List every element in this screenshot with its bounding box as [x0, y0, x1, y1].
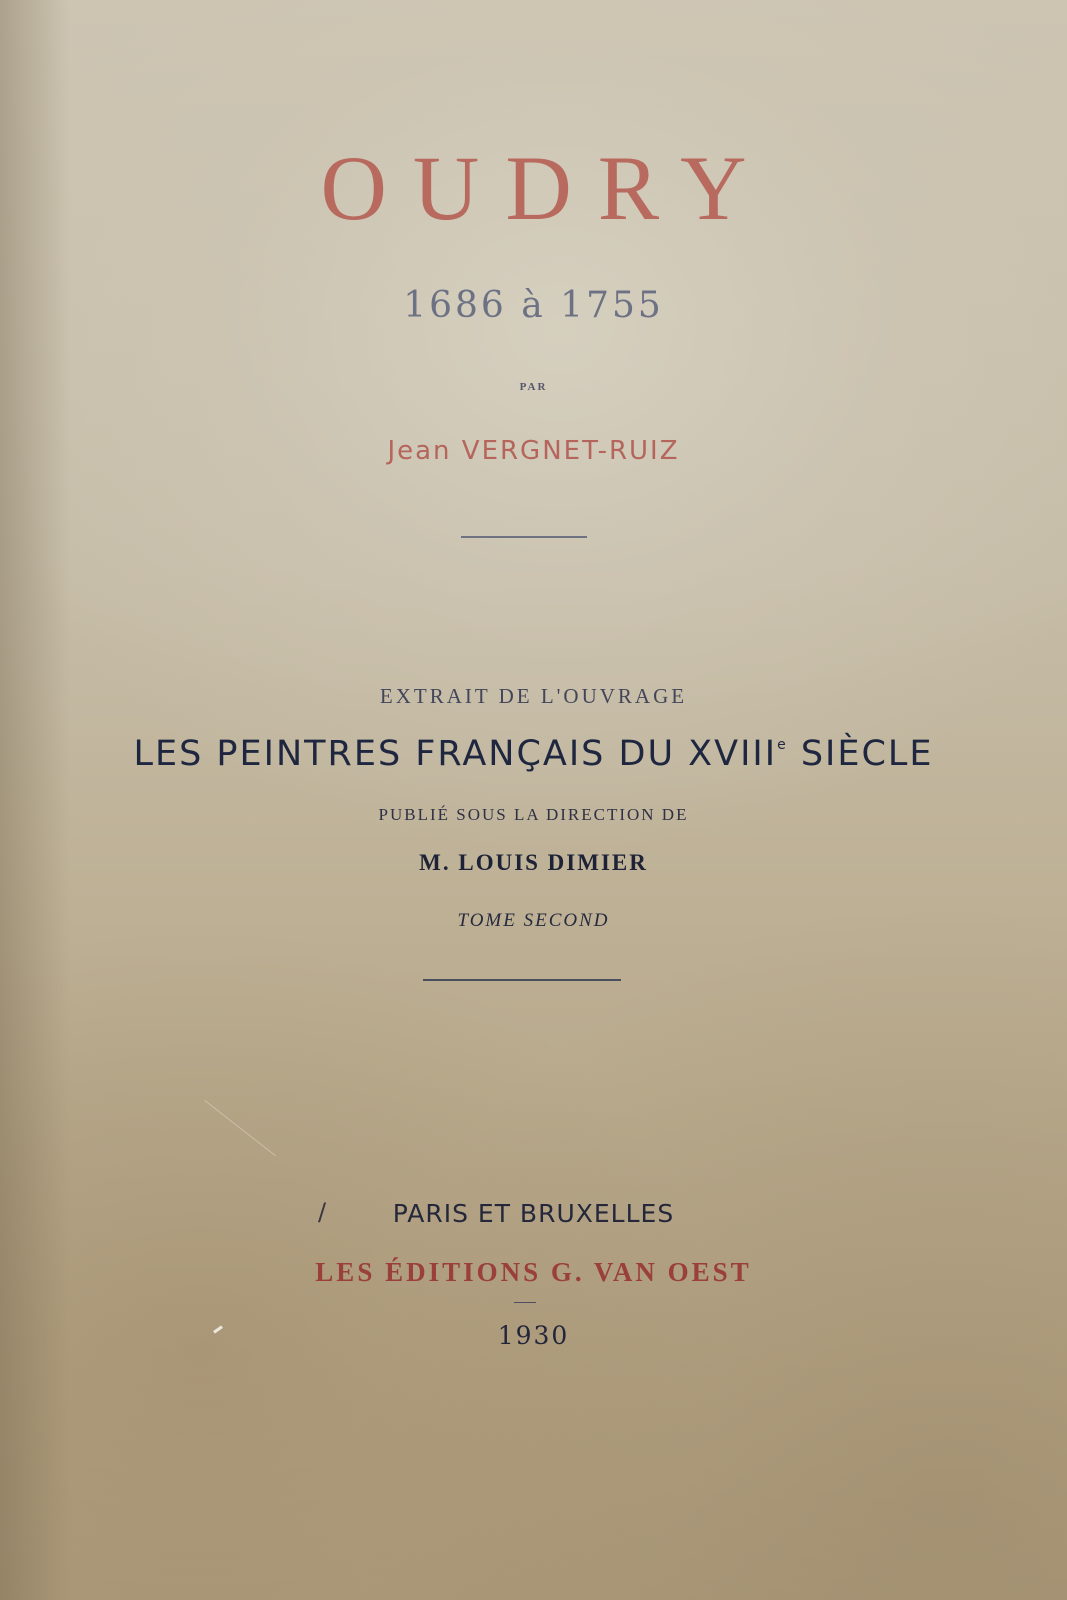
series-title-superscript: e — [777, 737, 788, 753]
book-title: OUDRY — [320, 137, 773, 239]
series-director: M. LOUIS DIMIER — [419, 850, 648, 875]
series-title-main: LES PEINTRES FRANÇAIS DU XVIII — [133, 734, 778, 774]
divider-rule-small — [514, 1302, 536, 1303]
divider-rule-middle — [423, 979, 621, 981]
publication-cities: PARIS ET BRUXELLES — [392, 1199, 675, 1228]
series-title-end: SIÈCLE — [787, 734, 934, 774]
ink-mark: / — [318, 1198, 327, 1226]
volume-label: TOME SECOND — [457, 910, 610, 931]
publisher-name: LES ÉDITIONS G. VAN OEST — [315, 1257, 752, 1287]
life-dates: 1686 à 1755 — [403, 285, 664, 326]
by-label: PAR — [519, 381, 548, 393]
divider-rule-top — [461, 536, 587, 538]
series-title — [0, 734, 1067, 774]
page-edge-shadow — [0, 0, 70, 1600]
extract-label: EXTRAIT DE L'OUVRAGE — [379, 684, 688, 708]
author-name: Jean VERGNET-RUIZ — [387, 436, 680, 466]
paper-scratch — [204, 1100, 276, 1156]
published-under-label: PUBLIÉ SOUS LA DIRECTION DE — [378, 805, 689, 824]
publication-year: 1930 — [497, 1321, 570, 1350]
